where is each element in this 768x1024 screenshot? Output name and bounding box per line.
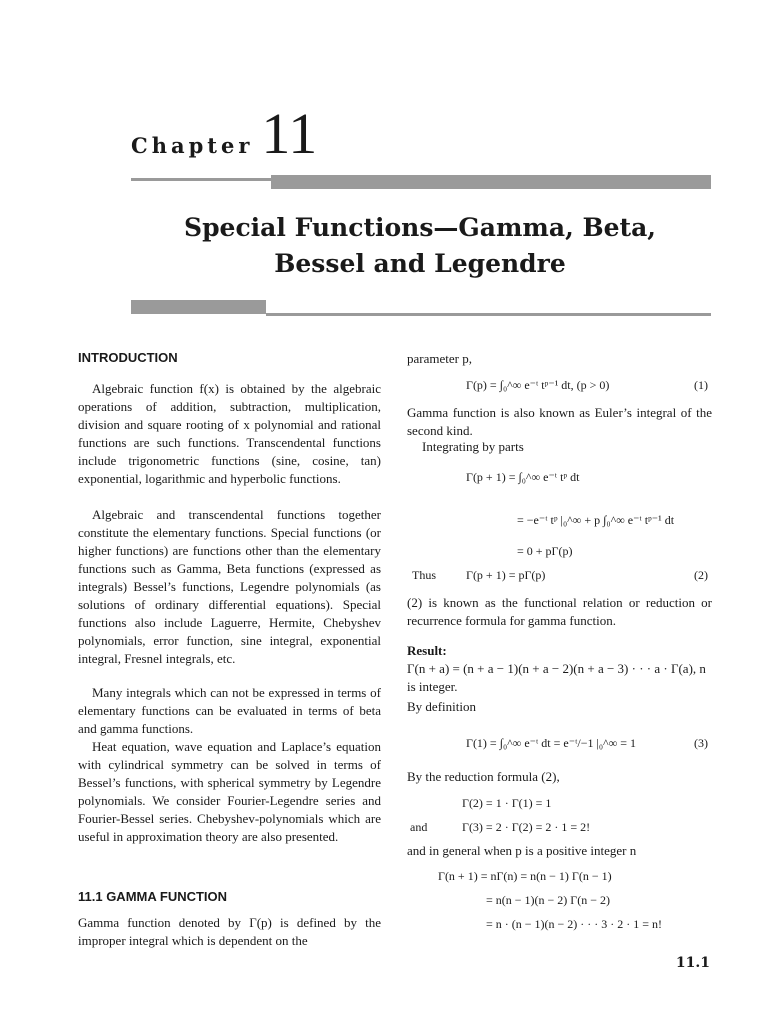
by-parts-text: Integrating by parts (422, 439, 524, 454)
intro-paragraph-3: Many integrals which can not be expressed in terms of elementary functions can be evaluated in terms of beta and gamma functions. (78, 685, 381, 736)
equation-parts-a: Γ(p + 1) = ∫₀^∞ e⁻ᵗ tᵖ dt (466, 470, 580, 484)
euler-text: Gamma function is also known as Euler’s integral of the second kind. (407, 405, 712, 438)
intro-paragraph-2: Algebraic and transcendental functions together constitute the elementary functions. Special functions (or higher functions) are functions other than the elementary functions such as Gamma, Beta functions (expressed as integrals) Bessel’s functions, Legendre polynomials (as solutions of ordinary differential equations). Special functions also include Laguerre, Hermite, Chebyshev polynomials, error function, sine integral, exponential integral, Fresnel integrals, etc. (78, 507, 381, 666)
gamma-n-line-3: = n · (n − 1)(n − 2) · · · 3 · 2 · 1 = n! (486, 917, 663, 931)
equation-2-number: (2) (694, 568, 708, 582)
gamma-n-line-1: Γ(n + 1) = nΓ(n) = n(n − 1) Γ(n − 1) (438, 869, 612, 883)
intro-paragraph-1: Algebraic function f(x) is obtained by the algebraic operations of addition, subtraction, multiplication, division and square rooting of x polynomial and rational functions are such functions. Transcendental functions include trigonometric functions (sine, cosine, tan) exponential, logarithmic and hyperbolic functions. (78, 381, 381, 486)
gamma-2: Γ(2) = 1 · Γ(1) = 1 (462, 796, 552, 810)
equation-parts-c: = 0 + pΓ(p) (517, 544, 573, 558)
result-formula: Γ(n + a) = (n + a − 1)(n + a − 2)(n + a − 3) · · · a · Γ(a), n is integer. (407, 661, 706, 694)
divider-thin-bottom (266, 313, 711, 316)
equation-1: Γ(p) = ∫₀^∞ e⁻ᵗ tᵖ⁻¹ dt, (p > 0) (466, 378, 610, 392)
equation-3: Γ(1) = ∫₀^∞ e⁻ᵗ dt = e⁻ᵗ/−1 |₀^∞ = 1 (466, 736, 637, 750)
equation-3-number: (3) (694, 736, 708, 750)
gamma-heading: 11.1 GAMMA FUNCTION (78, 889, 228, 904)
reduction-text: (2) is known as the functional relation or reduction or recurrence formula for gamma function. (407, 595, 712, 628)
gamma-3: Γ(3) = 2 · Γ(2) = 2 · 1 = 2! (462, 820, 591, 834)
divider-thick-top (271, 175, 711, 189)
intro-heading: INTRODUCTION (78, 350, 178, 365)
thus-label: Thus (412, 568, 436, 582)
divider-thin-top (131, 178, 271, 181)
and-label: and (410, 820, 428, 834)
gamma-definition-text: Gamma function denoted by Γ(p) is defined by the improper integral which is dependent on the (78, 915, 381, 948)
parameter-text: parameter p, (407, 351, 472, 366)
gamma-n-line-2: = n(n − 1)(n − 2) Γ(n − 2) (486, 893, 610, 907)
chapter-heading (131, 100, 317, 167)
chapter-title (100, 210, 740, 282)
general-text: and in general when p is a positive integer n (407, 843, 637, 858)
title-line-1: Special Functions—Gamma, Beta, (184, 213, 656, 242)
result-label: Result: (407, 643, 447, 658)
equation-1-number: (1) (694, 378, 708, 392)
equation-parts-b: = −e⁻ᵗ tᵖ |₀^∞ + p ∫₀^∞ e⁻ᵗ tᵖ⁻¹ dt (517, 513, 675, 527)
intro-paragraph-4: Heat equation, wave equation and Laplace’s equation with cylindrical symmetry can be solved in terms of Bessel’s functions, with spherical symmetry by Legendre polynomials. We consider Fourier-Legendre series and Fourier-Bessel series. Chebyshev-polynomials which are useful in approximation theory are also presented. (78, 739, 381, 844)
page-number: 11.1 (675, 955, 710, 971)
by-definition-text: By definition (407, 699, 476, 714)
divider-thick-bottom (131, 300, 266, 314)
title-line-2: Bessel and Legendre (274, 249, 566, 278)
reduction-formula-text: By the reduction formula (2), (407, 769, 560, 784)
chapter-number: 11 (261, 101, 318, 166)
equation-2: Γ(p + 1) = pΓ(p) (466, 568, 546, 582)
chapter-word: Chapter (131, 133, 254, 158)
